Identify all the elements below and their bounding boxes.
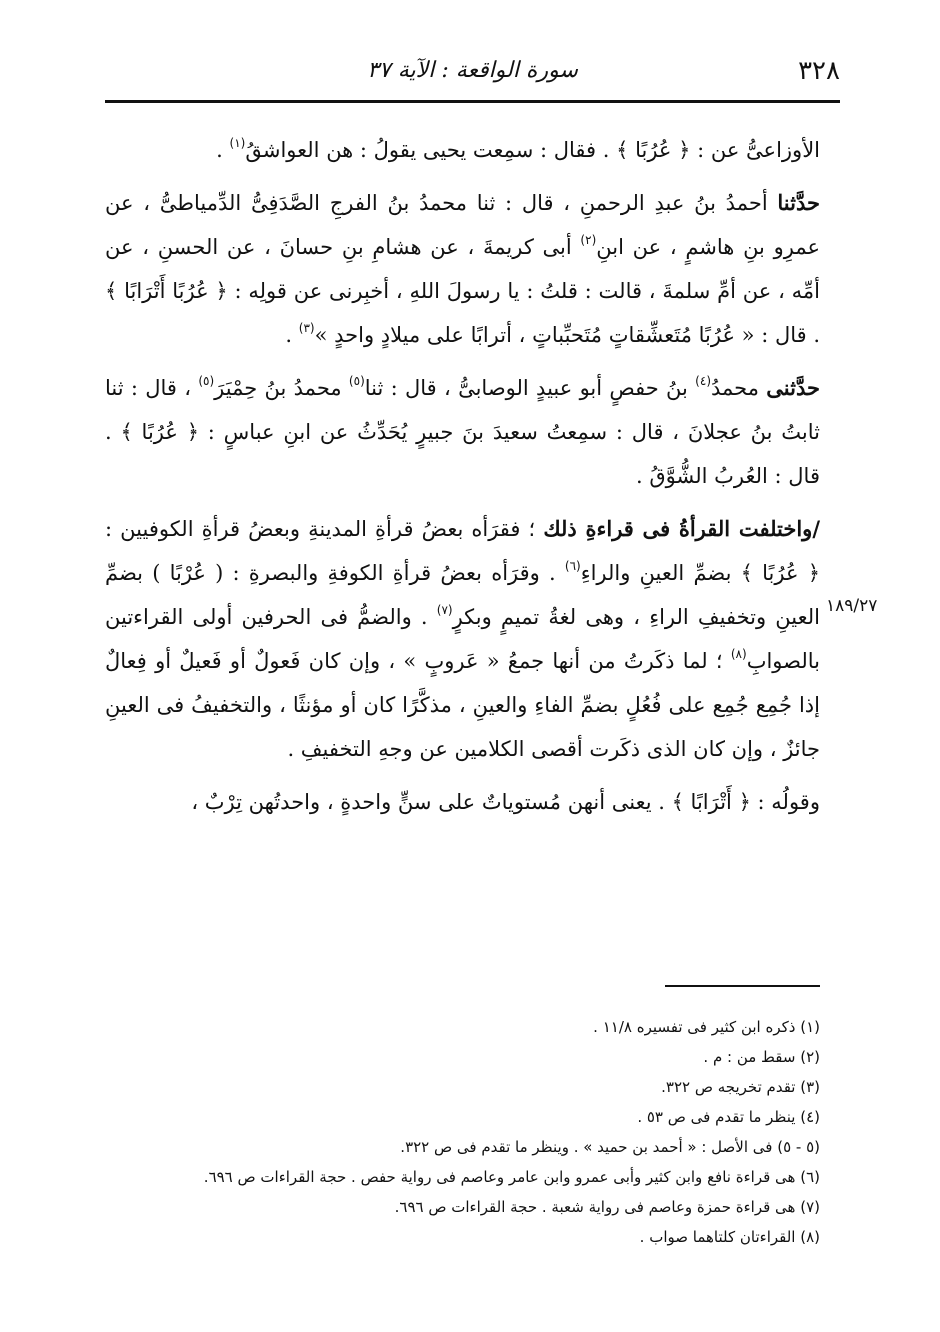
text-segment: . — [285, 323, 299, 347]
footnote-marker[interactable]: (٤) — [695, 374, 711, 388]
text-segment: . والضمُّ فى الحرفين أولى القراءتين بالصوابِ — [105, 605, 820, 673]
footnote-marker[interactable]: (١) — [229, 136, 246, 150]
header-rule — [105, 100, 840, 103]
text-segment: أبى كريمةَ ، عن هشامِ بنِ حسانَ ، عن الحسنِ ، عن أمِّه ، عن أمِّ سلمةَ ، قالت : قلتُ : يا رسولَ اللهِ ، أخبِرنى عن قولِه : ﴿ عُرُبًا أَتْرَابًا ﴾ . قال : « عُرُبًا مُتَعشِّقاتٍ مُتَحبِّباتٍ ، أترابًا على ميلادٍ واحدٍ » — [105, 235, 820, 347]
paragraph — [105, 366, 820, 498]
text-segment: أحمدُ بنُ عبدِ الرحمنِ ، قال : ثنا محمدُ بنُ الفرجِ الصَّدَفِىُّ الدِّمياطىُّ ، عن عمرِو بنِ هاشمٍ ، عن ابنِ — [105, 191, 820, 259]
footnote-marker[interactable]: (٢) — [580, 233, 597, 247]
paragraph — [105, 128, 820, 172]
text-segment: . — [216, 138, 230, 162]
text-segment: ؛ فقرَأه بعضُ قرأةِ المدينةِ وبعضُ قرأةِ الكوفيين : ﴿ عُرُبًا ﴾ بضمِّ العينِ والراءِ — [105, 517, 821, 585]
text-segment: ، قال : ثنا ثابتُ بنُ عجلانَ ، قال : سمِعتُ سعيدَ بنَ جبيرٍ يُحَدِّثُ عن ابنِ عباسٍ : ﴿ عُرُبًا ﴾ . قال : العُربُ الشُّوَّقُ . — [105, 376, 820, 488]
margin-reference: ١٨٩/٢٧ — [826, 596, 878, 616]
paragraph — [105, 507, 820, 771]
footnote-marker[interactable]: (٦) — [564, 559, 581, 573]
footnote: (٥ - ٥) فى الأصل : « أحمد بن حميد » . وينظر ما تقدم فى ص ٣٢٢. — [400, 1138, 820, 1156]
text-segment: بنُ حفصٍ أبو عبيدٍ الوصابىُّ ، قال : ثنا — [364, 376, 696, 400]
footnote: (٦) هى قراءة نافع وابن كثير وأبى عمرو وابن عامر وعاصم فى رواية حفص . حجة القراءات ص ٦٩٦. — [203, 1168, 820, 1186]
footnote: (٢) سقط من : م . — [703, 1048, 820, 1066]
paragraph-lead: حدَّثنا — [777, 190, 820, 215]
footnote-marker[interactable]: (٧) — [436, 603, 453, 617]
footnote-marker[interactable]: (٣) — [298, 321, 315, 335]
text-segment: . وقرَأه بعضُ قرأةِ الكوفةِ والبصرةِ : ( عُرْبًا ) بضمِّ العينِ وتخفيفِ الراءِ ، وهى لغةُ تميمٍ وبكرٍ — [105, 561, 820, 629]
paragraph-lead: حدَّثنى — [766, 375, 820, 400]
page-number: ٣٢٨ — [798, 56, 840, 86]
footnote-marker[interactable]: (٨) — [730, 647, 747, 661]
footnote: (٤) ينظر ما تقدم فى ص ٥٣ . — [637, 1108, 820, 1126]
main-text — [105, 128, 820, 833]
text-segment: الأوزاعىُّ عن : ﴿ عُرُبًا ﴾ . فقال : سمِعت يحيى يقولُ : هن العواشقُ — [245, 138, 820, 162]
page-header — [105, 52, 840, 96]
footnote-marker[interactable]: (٥) — [198, 374, 215, 388]
text-segment: محمدُ — [711, 376, 767, 400]
footnotes — [105, 1012, 820, 1252]
paragraph — [105, 780, 820, 824]
text-segment: ؛ لما ذكَرتُ من أنها جمعُ « عَروبٍ » ، وإن كان فَعولٌ أو فَعيلٌ أو فِعالٌ إذا جُمِع جُمِع على فُعُلٍ بضمِّ الفاءِ والعينِ ، مذكَّرًا كان أو مؤنثًا ، والتخفيفُ فى العينِ جائزٌ ، وإن كان الذى ذكَرت أقصى الكلامين عن وجهِ التخفيفِ . — [105, 649, 820, 761]
text-segment: محمدُ بنُ حِمْيَرَ — [214, 376, 349, 400]
footnote: (٧) هى قراءة حمزة وعاصم فى رواية شعبة . حجة القراءات ص ٦٩٦. — [394, 1198, 820, 1216]
footnote-rule — [665, 985, 820, 987]
footnote: (٨) القراءتان كلتاهما صواب . — [639, 1228, 820, 1246]
footnote: (٣) تقدم تخريجه ص ٣٢٢. — [661, 1078, 820, 1096]
paragraph — [105, 181, 820, 357]
text-segment: وقولُه : ﴿ أَتْرَابًا ﴾ . يعنى أنهن مُستوياتٌ على سنٍّ واحدةٍ ، واحدتُهن تِرْبٌ ، — [191, 790, 820, 814]
footnote-marker[interactable]: (٥) — [348, 374, 365, 388]
footnote: (١) ذكره ابن كثير فى تفسيره ١١/٨ . — [593, 1018, 820, 1036]
paragraph-lead: /واختلفت القرأةُ فى قراءةِ ذلك — [543, 516, 820, 541]
running-title: سورة الواقعة : الآية ٣٧ — [367, 58, 578, 83]
